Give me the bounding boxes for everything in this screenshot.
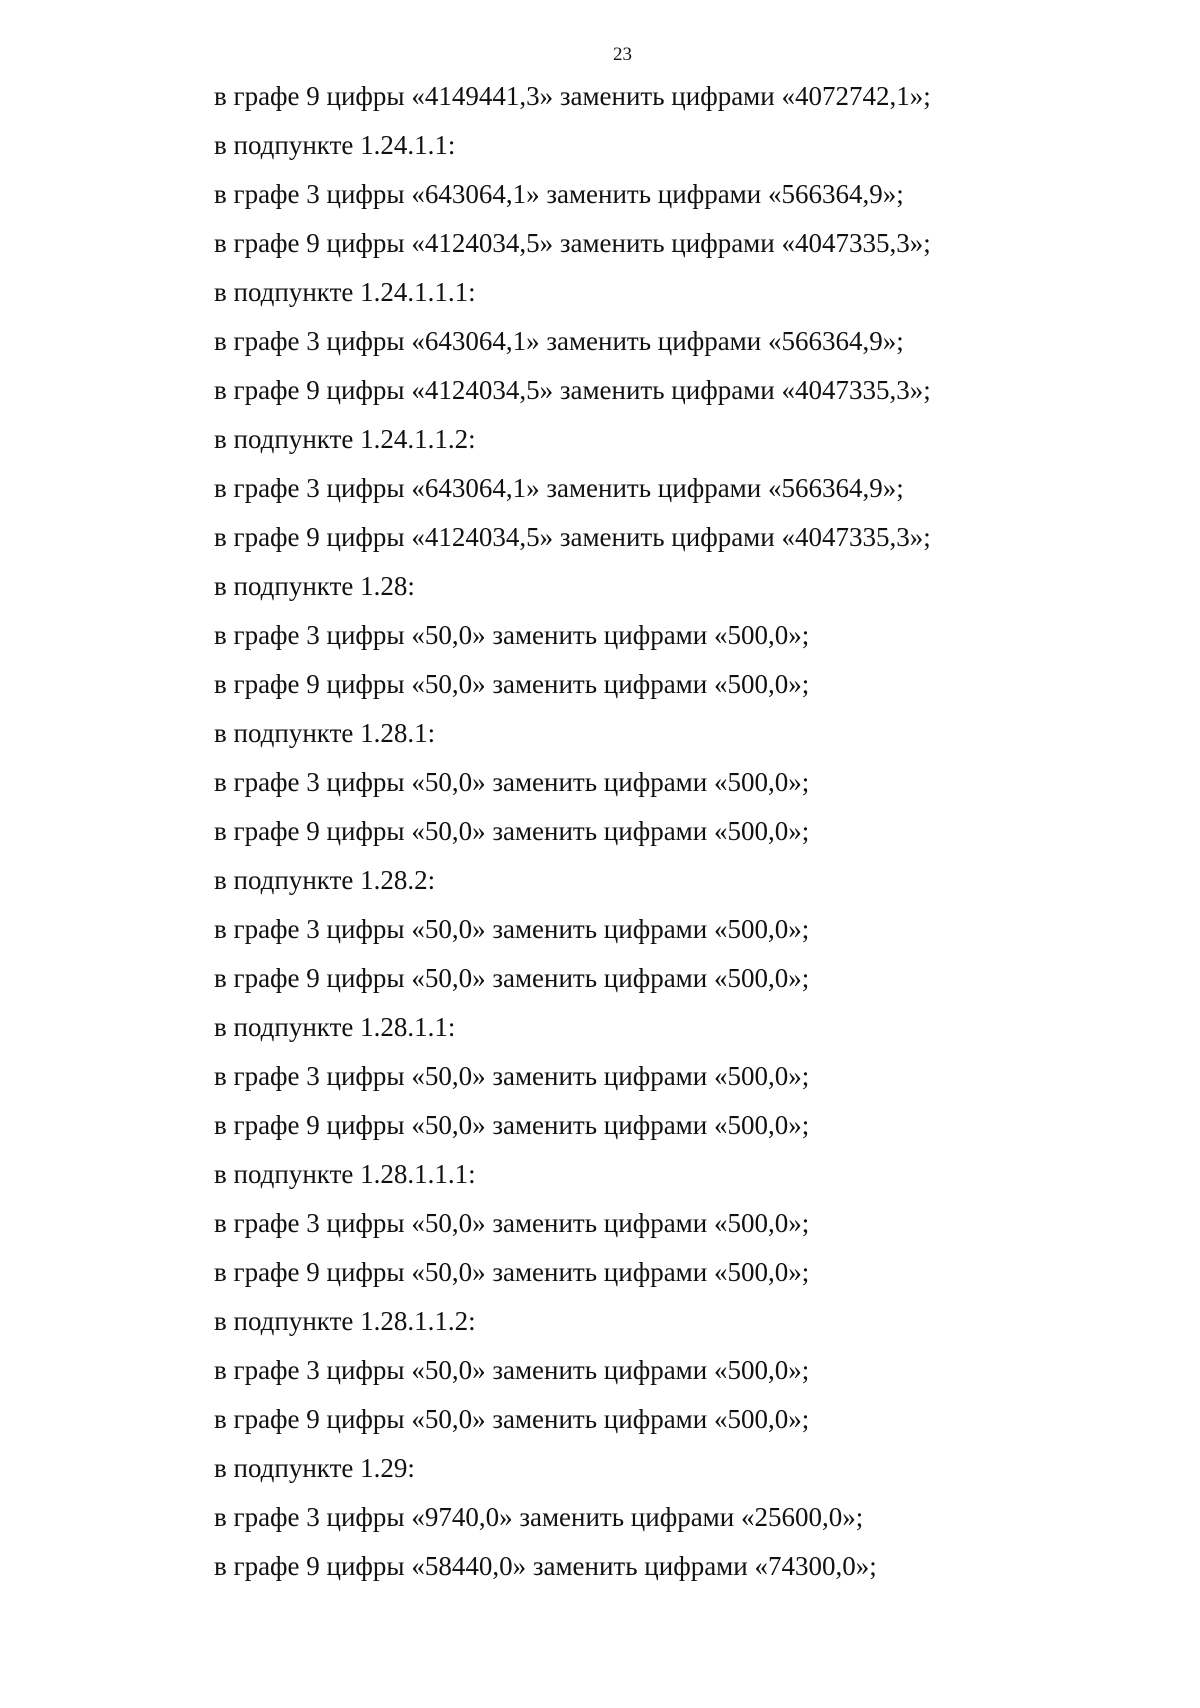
document-line: в графе 9 цифры «4149441,3» заменить цифрами «4072742,1»; xyxy=(214,81,931,111)
document-line: в подпункте 1.24.1.1: xyxy=(214,130,456,160)
document-line: в графе 3 цифры «50,0» заменить цифрами «500,0»; xyxy=(214,1208,810,1238)
document-line: в подпункте 1.24.1.1.2: xyxy=(214,424,476,454)
document-line: в подпункте 1.28.2: xyxy=(214,865,436,895)
document-line: в графе 9 цифры «50,0» заменить цифрами «500,0»; xyxy=(214,816,810,846)
document-line: в подпункте 1.28.1.1: xyxy=(214,1012,456,1042)
document-line: в подпункте 1.24.1.1.1: xyxy=(214,277,476,307)
document-line: в графе 3 цифры «643064,1» заменить цифрами «566364,9»; xyxy=(214,473,904,503)
document-line: в графе 9 цифры «50,0» заменить цифрами «500,0»; xyxy=(214,1404,810,1434)
page-number: 23 xyxy=(613,44,632,65)
document-line: в графе 9 цифры «4124034,5» заменить цифрами «4047335,3»; xyxy=(214,228,931,258)
document-line: в подпункте 1.29: xyxy=(214,1453,415,1483)
document-line: в подпункте 1.28.1.1.1: xyxy=(214,1159,476,1189)
document-line: в графе 9 цифры «4124034,5» заменить цифрами «4047335,3»; xyxy=(214,522,931,552)
document-line: в графе 3 цифры «50,0» заменить цифрами «500,0»; xyxy=(214,1355,810,1385)
document-line: в графе 9 цифры «50,0» заменить цифрами «500,0»; xyxy=(214,669,810,699)
document-line: в графе 9 цифры «50,0» заменить цифрами «500,0»; xyxy=(214,963,810,993)
document-line: в графе 9 цифры «50,0» заменить цифрами «500,0»; xyxy=(214,1110,810,1140)
document-line: в графе 3 цифры «643064,1» заменить цифрами «566364,9»; xyxy=(214,179,904,209)
document-line: в графе 9 цифры «58440,0» заменить цифрами «74300,0»; xyxy=(214,1551,877,1581)
document-line: в подпункте 1.28.1: xyxy=(214,718,436,748)
document-line: в графе 3 цифры «50,0» заменить цифрами «500,0»; xyxy=(214,620,810,650)
document-line: в подпункте 1.28.1.1.2: xyxy=(214,1306,476,1336)
document-line: в графе 3 цифры «9740,0» заменить цифрами «25600,0»; xyxy=(214,1502,864,1532)
document-line: в графе 3 цифры «50,0» заменить цифрами «500,0»; xyxy=(214,1061,810,1091)
document-line: в графе 9 цифры «4124034,5» заменить цифрами «4047335,3»; xyxy=(214,375,931,405)
document-line: в графе 3 цифры «50,0» заменить цифрами «500,0»; xyxy=(214,914,810,944)
document-line: в графе 3 цифры «643064,1» заменить цифрами «566364,9»; xyxy=(214,326,904,356)
document-line: в графе 3 цифры «50,0» заменить цифрами «500,0»; xyxy=(214,767,810,797)
amendment-lines xyxy=(214,72,931,1591)
document-line: в подпункте 1.28: xyxy=(214,571,415,601)
document-line: в графе 9 цифры «50,0» заменить цифрами «500,0»; xyxy=(214,1257,810,1287)
